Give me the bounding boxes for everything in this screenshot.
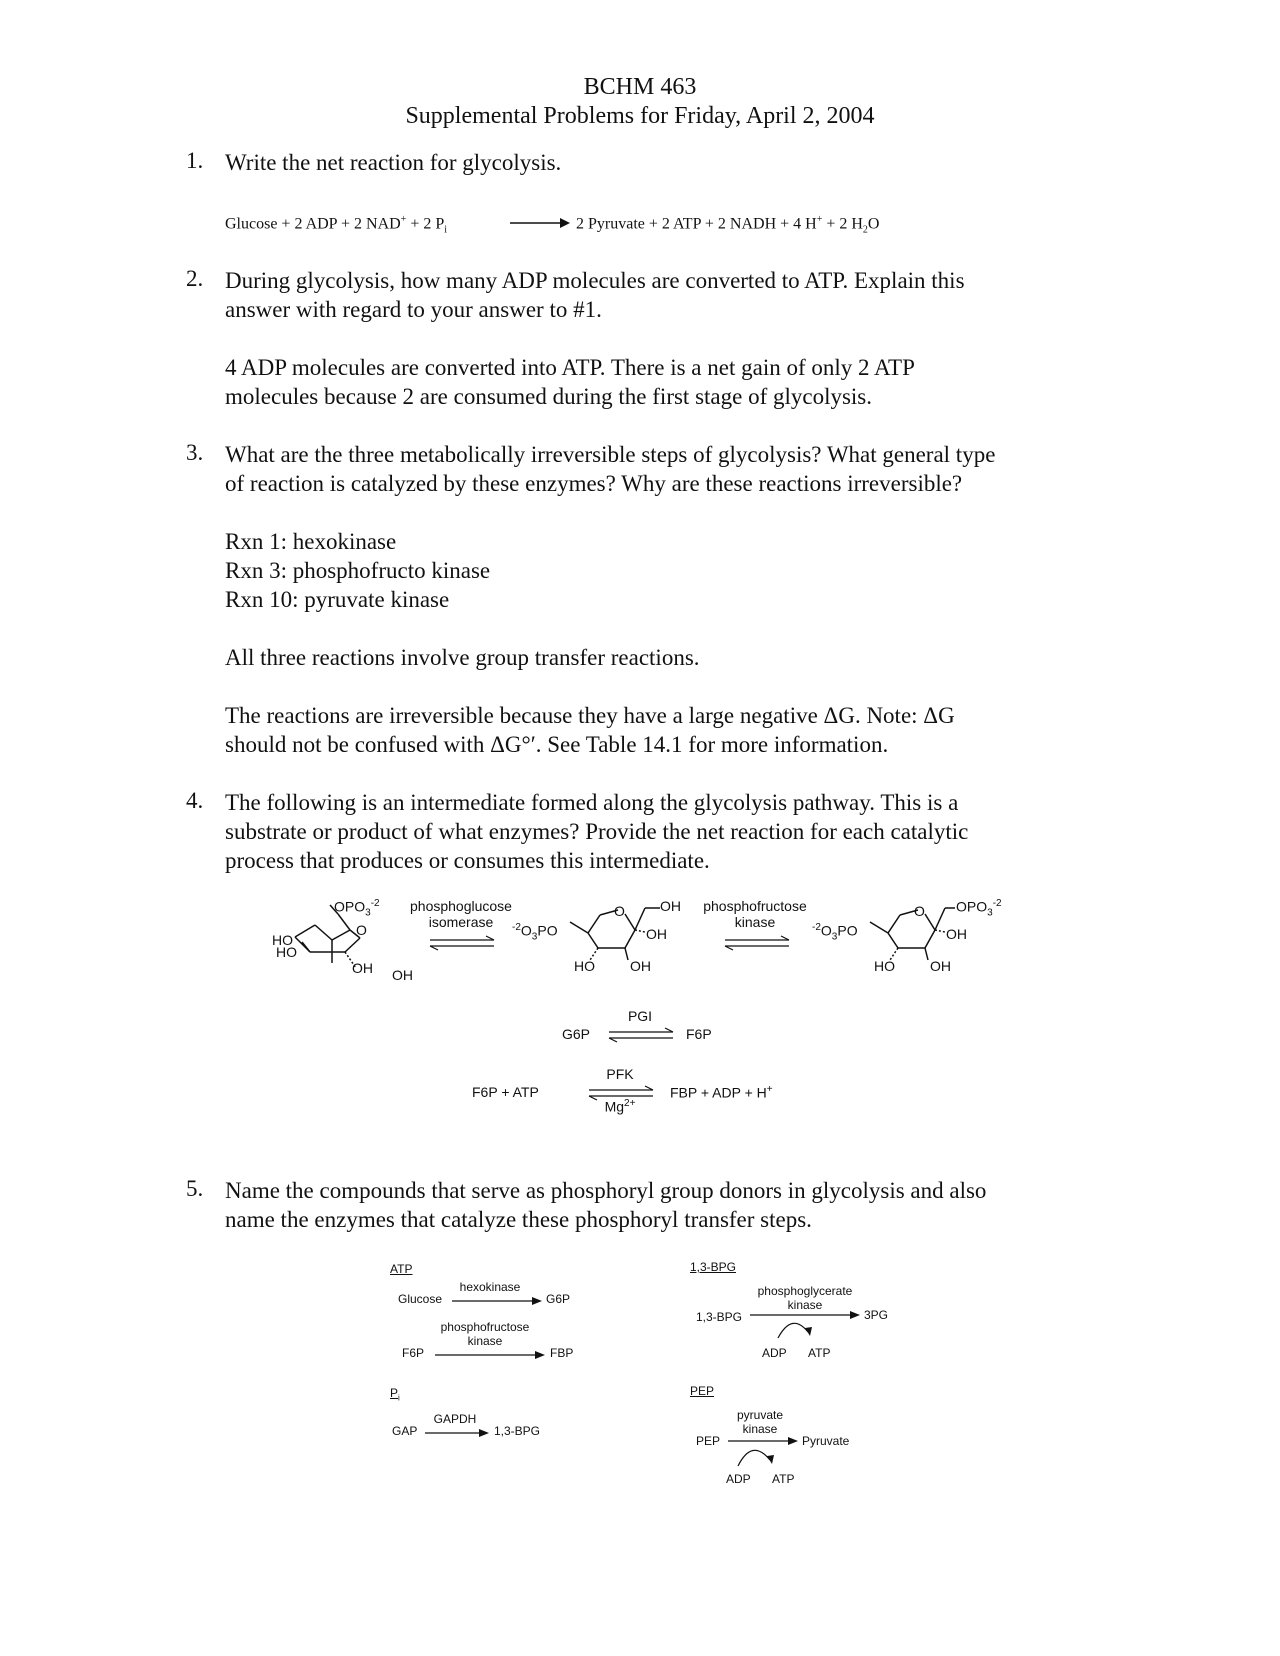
pi-header-sub: i [398, 1393, 400, 1403]
bpg-r1-enzyme-line-2: kinase [787, 1298, 823, 1312]
g6p-opo3-label [334, 898, 380, 918]
bpg-r1-left: 1,3-BPG [696, 1310, 743, 1324]
reaction-rhs-text: 2 Pyruvate + 2 ATP + 2 NADH + 4 H [576, 215, 817, 233]
f6p-ring-oxygen: O [614, 903, 625, 919]
g6p-opo3-sub: 3 [365, 907, 371, 919]
q4-question-line-2: substrate or product of what enzymes? Provide the net reaction for each catalytic [225, 819, 969, 844]
pep-r1-in: ADP [726, 1472, 751, 1486]
page-subtitle: Supplemental Problems for Friday, April 2, 2004 [405, 103, 875, 129]
q3-answer-irrev-line-2: should not be confused with ΔG°′. See Table 14.1 for more information. [225, 732, 889, 757]
fbp-oh-right: OH [946, 926, 967, 942]
f6p-o3po-sup: -2 [512, 922, 521, 933]
q3-question-line-2: of reaction is catalyzed by these enzymes? Why are these reactions irreversible? [225, 471, 963, 496]
equilibrium-arrow-2 [723, 936, 791, 950]
g6p-opo3-text: OPO [334, 898, 366, 915]
pfk-left: F6P + ATP [472, 1084, 539, 1100]
course-title: BCHM 463 [583, 74, 697, 100]
pi-r1-right: 1,3-BPG [494, 1424, 541, 1438]
bpg-r1-out: ATP [808, 1346, 831, 1360]
pi-r1-enzyme: GAPDH [433, 1412, 477, 1426]
pfk-enzyme-label: PFK [606, 1066, 634, 1082]
pep-r1-enzyme-line-1: pyruvate [736, 1408, 784, 1422]
q4-number: 4. [186, 788, 204, 813]
pgi-equilibrium-arrow [607, 1028, 675, 1042]
q3-number: 3. [186, 440, 204, 465]
f6p-oh-bottom: OH [630, 958, 651, 974]
q1-reaction-rhs [576, 214, 879, 236]
q3-step-2: Rxn 3: phosphofructo kinase [225, 558, 491, 583]
f6p-o3po-end: PO [537, 922, 558, 939]
g6p-oh-2: OH [392, 967, 413, 983]
pi-header [390, 1386, 400, 1402]
enzyme-1-line-1: phosphoglucose [410, 898, 512, 914]
q3-answer-irrev-line-1: The reactions are irreversible because they have a large negative ΔG. Note: ΔG [225, 703, 955, 728]
atp-r1-right: G6P [546, 1292, 571, 1306]
pep-r1-left: PEP [696, 1434, 721, 1448]
pi-r1-left: GAP [392, 1424, 418, 1438]
pep-r1-enzyme-line-2: kinase [742, 1422, 778, 1436]
q4-question-line-1: The following is an intermediate formed along the glycolysis pathway. This is a [225, 790, 959, 815]
f6p-oh-top: OH [660, 898, 681, 914]
pfk-right-text: FBP + ADP + [670, 1084, 753, 1101]
f6p-o3po-sub: 3 [531, 931, 538, 943]
pfk-cofactor-text: Mg [604, 1098, 625, 1115]
atp-r1-arrow [452, 1296, 542, 1306]
atp-r1-left: Glucose [398, 1292, 443, 1306]
f6p-ho: HO [574, 958, 595, 974]
fbp-o3po-sub: 3 [831, 931, 838, 943]
f6p-oh-right: OH [646, 926, 667, 942]
reaction-pi-text: + 2 P [406, 215, 445, 233]
q5-number: 5. [186, 1176, 204, 1201]
pep-r1-out: ATP [772, 1472, 795, 1486]
q2-question-line-2: answer with regard to your answer to #1. [225, 297, 602, 322]
reaction-nad-charge: + [400, 214, 407, 225]
atp-header: ATP [390, 1262, 413, 1276]
bpg-r1-right: 3PG [864, 1308, 889, 1322]
f6p-o3po-o: O [520, 922, 532, 939]
atp-r2-arrow [435, 1350, 545, 1360]
q2-number: 2. [186, 266, 204, 291]
pfk-cofactor [590, 1098, 650, 1115]
q1-reaction-arrow [510, 214, 570, 234]
pi-r1-arrow [425, 1428, 489, 1438]
q1-reaction-lhs [225, 214, 447, 236]
reaction-water-o: O [867, 215, 880, 233]
q2-answer-line-1: 4 ADP molecules are converted into ATP. There is a net gain of only 2 ATP [225, 355, 915, 380]
g6p-ho-1: HO [272, 932, 293, 948]
pfk-right-h: H [756, 1084, 767, 1101]
g6p-ring-oxygen: O [356, 922, 367, 938]
fbp-opo3-label [956, 898, 1002, 918]
enzyme-2-line-1: phosphofructose [703, 898, 807, 914]
fbp-o3po-end: PO [837, 922, 858, 939]
q1-question: Write the net reaction for glycolysis. [225, 150, 562, 175]
pfk-cofactor-sup: 2+ [624, 1098, 636, 1109]
reaction-h-charge: + [816, 214, 823, 225]
pgi-left: G6P [562, 1026, 591, 1042]
q3-step-1: Rxn 1: hexokinase [225, 529, 397, 554]
atp-r2-enzyme-line-2: kinase [467, 1334, 503, 1348]
pfk-right-h-sup: + [766, 1084, 773, 1095]
fbp-oh-bottom: OH [930, 958, 951, 974]
atp-r2-enzyme-line-1: phosphofructose [440, 1320, 530, 1334]
q5-question-line-2: name the enzymes that catalyze these phosphoryl transfer steps. [225, 1207, 812, 1232]
atp-r2-left: F6P [402, 1346, 425, 1360]
pep-header: PEP [690, 1384, 715, 1398]
q3-answer-type: All three reactions involve group transfer reactions. [225, 645, 700, 670]
pgi-right: F6P [686, 1026, 712, 1042]
fbp-o3po-label [812, 922, 858, 942]
q1-number: 1. [186, 148, 204, 173]
reaction-pi-sub: i [444, 224, 448, 236]
q4-question-line-3: process that produces or consumes this intermediate. [225, 848, 710, 873]
g6p-ho-2: HO [276, 944, 297, 960]
enzyme-1-line-2: isomerase [428, 914, 494, 930]
bpg-header: 1,3-BPG [690, 1260, 737, 1274]
g6p-opo3-sup: -2 [370, 898, 380, 909]
reaction-water-text: + 2 H [822, 215, 863, 233]
fbp-o3po-sup: -2 [812, 922, 821, 933]
atp-r1-enzyme: hexokinase [459, 1280, 521, 1294]
enzyme-2-line-2: kinase [734, 914, 776, 930]
fbp-opo3-sup: -2 [992, 898, 1002, 909]
fbp-ring-oxygen: O [914, 903, 925, 919]
fbp-opo3-text: OPO [956, 898, 988, 915]
atp-r2-right: FBP [550, 1346, 574, 1360]
equilibrium-arrow-1 [428, 936, 496, 950]
pi-header-text: P [390, 1386, 399, 1400]
fbp-opo3-sub: 3 [987, 907, 993, 919]
g6p-oh-1: OH [352, 960, 373, 976]
q2-question-line-1: During glycolysis, how many ADP molecules are converted to ATP. Explain this [225, 268, 965, 293]
pep-r1-right: Pyruvate [802, 1434, 850, 1448]
fbp-ho: HO [874, 958, 895, 974]
q2-answer-line-2: molecules because 2 are consumed during the first stage of glycolysis. [225, 384, 873, 409]
fbp-o3po-o: O [820, 922, 832, 939]
f6p-o3po-label [512, 922, 558, 942]
pfk-right [670, 1084, 773, 1101]
bpg-r1-in: ADP [762, 1346, 787, 1360]
bpg-r1-enzyme-line-1: phosphoglycerate [757, 1284, 853, 1298]
q5-question-line-1: Name the compounds that serve as phosphoryl group donors in glycolysis and also [225, 1178, 987, 1203]
q3-question-line-1: What are the three metabolically irreversible steps of glycolysis? What general type [225, 442, 996, 467]
reaction-lhs-text: Glucose + 2 ADP + 2 NAD [225, 215, 401, 233]
reaction-water-sub: 2 [862, 224, 868, 236]
q3-step-3: Rxn 10: pyruvate kinase [225, 587, 450, 612]
pgi-enzyme-label: PGI [627, 1008, 653, 1024]
